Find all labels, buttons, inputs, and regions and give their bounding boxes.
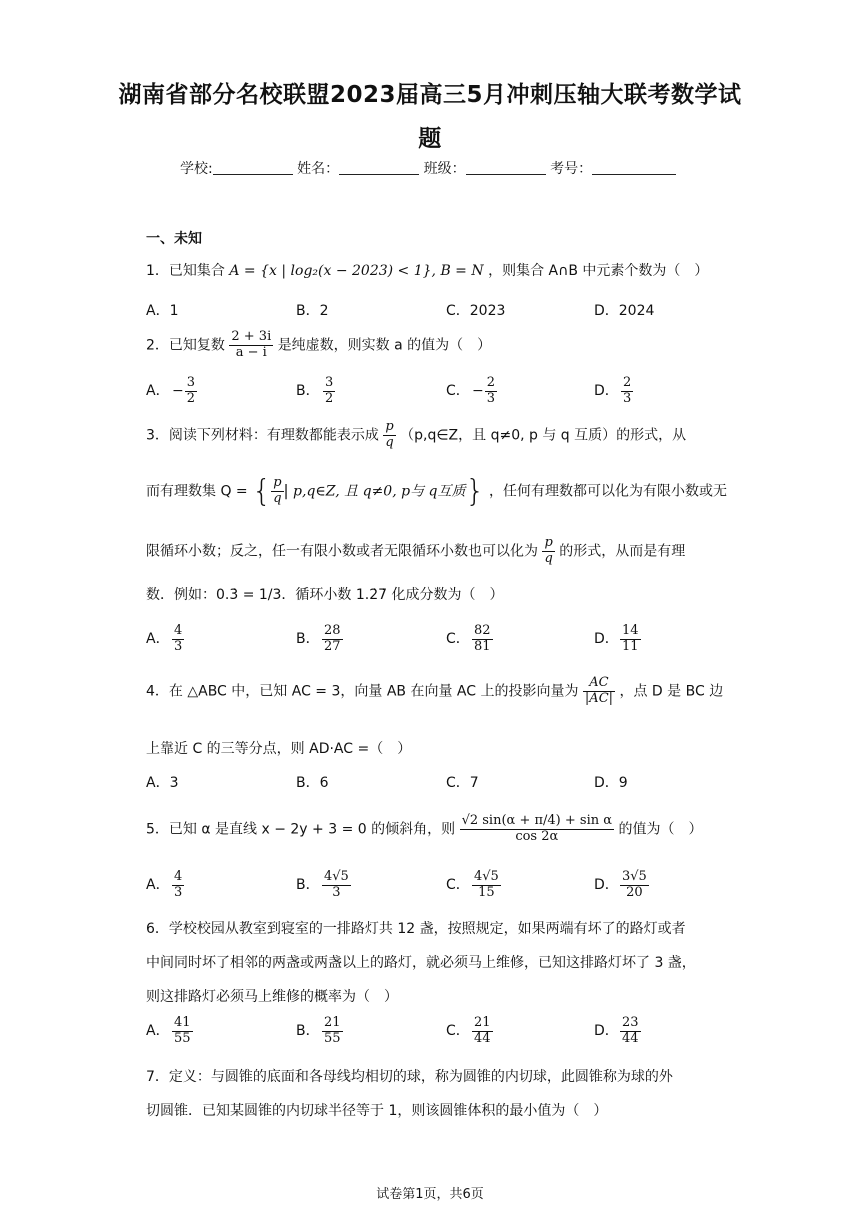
set-a-expression: A = {x | log₂(x − 2023) < 1}, B = N — [229, 263, 484, 279]
q6-option-d[interactable]: D． $\frac{23}{44}$ — [594, 1015, 639, 1046]
q2-option-d[interactable]: D． $\frac{2}{3}$ — [594, 375, 632, 406]
q5-option-d[interactable]: D． $\frac{3√5}{20}$ — [594, 869, 647, 900]
question-4-line-1: 4．在 △ABC 中，已知 AC = 3，向量 AB 在向量 AC 上的投影向量为 $\frac{AC}{|AC|}$ ，点 D 是 BC 边 — [146, 675, 724, 706]
section-heading: 一、未知 — [146, 231, 202, 247]
q5-option-a[interactable]: A． $\frac{4}{3}$ — [146, 869, 183, 900]
q2-option-c[interactable]: C． − $\frac{2}{3}$ — [446, 375, 496, 406]
q6-option-a[interactable]: A． $\frac{41}{55}$ — [146, 1015, 191, 1046]
question-3-line-1: 3．阅读下列材料：有理数都能表示成 $\frac{p}{q}$ （p,q∈Z，且 q≠0, p 与 q 互质）的形式，从 — [146, 419, 687, 450]
question-3-line-3: 限循环小数；反之，任一有限小数或者无限循环小数也可以化为 $\frac{p}{q}$ 的形式，从而是有理 — [146, 535, 686, 566]
q4-option-a[interactable]: A．3 — [146, 775, 179, 791]
class-blank — [466, 160, 546, 175]
question-3-line-2: 而有理数集 Q = { $\frac{p}{q}$ | p,q∈Z, 且 q≠0, p与 q互质} ，任何有理数都可以化为有限小数或无 — [146, 474, 728, 509]
q1-option-d[interactable]: D．2024 — [594, 303, 655, 319]
question-5: 5．已知 α 是直线 x − 2y + 3 = 0 的倾斜角，则 $\frac{\text{√2 sin(α + π/4) + sin α}}{\cos 2\alpha}$ 的值为（ ） — [146, 813, 703, 844]
exam-title-line1: 湖南省部分名校联盟2023届高三5月冲刺压轴大联考数学试 — [118, 82, 742, 108]
q1-option-c[interactable]: C．2023 — [446, 303, 506, 319]
exam-title-line2: 题 — [418, 126, 442, 152]
q3-option-c[interactable]: C． $\frac{82}{81}$ — [446, 623, 491, 654]
exam-no-label: 考号： — [550, 161, 593, 177]
school-label: 学校: — [180, 161, 213, 177]
q2-option-a[interactable]: A． − $\frac{3}{2}$ — [146, 375, 196, 406]
exam-no-blank — [592, 160, 676, 175]
complex-fraction: $\frac{2 + 3i}{a - i}$ — [231, 329, 272, 360]
q5-option-b[interactable]: B． $\frac{4√5}{3}$ — [296, 869, 349, 900]
q4-option-d[interactable]: D．9 — [594, 775, 628, 791]
question-6-line-1: 6．学校校园从教室到寝室的一排路灯共 12 盏，按照规定，如果两端有坏了的路灯或者 — [146, 921, 686, 937]
name-blank — [339, 160, 419, 175]
question-7-line-2: 切圆锥．已知某圆锥的内切球半径等于 1，则该圆锥体积的最小值为（ ） — [146, 1103, 608, 1119]
q3-option-a[interactable]: A． $\frac{4}{3}$ — [146, 623, 183, 654]
page-footer: 试卷第1页，共6页 — [376, 1187, 484, 1202]
q2-option-b[interactable]: B． $\frac{3}{2}$ — [296, 375, 334, 406]
question-7-line-1: 7．定义：与圆锥的底面和各母线均相切的球，称为圆锥的内切球，此圆锥称为球的外 — [146, 1069, 673, 1085]
question-2: 2．已知复数 $\frac{2 + 3i}{a - i}$ 是纯虚数，则实数 a 的值为（ ） — [146, 329, 492, 360]
school-blank — [213, 160, 293, 175]
question-3-line-4: 数．例如：0.3̇ = 1/3．循环小数 1.2̇7̇ 化成分数为（ ） — [146, 587, 504, 603]
question-6-line-2: 中间同时坏了相邻的两盏或两盏以上的路灯，就必须马上维修，已知这排路灯坏了 3 盏， — [146, 955, 696, 971]
question-6-line-3: 则这排路灯必须马上维修的概率为（ ） — [146, 989, 398, 1005]
question-4-line-2: 上靠近 C 的三等分点，则 AD·AC =（ ） — [146, 741, 412, 757]
student-info-line — [180, 158, 676, 178]
q3-option-b[interactable]: B． $\frac{28}{27}$ — [296, 623, 341, 654]
q6-option-b[interactable]: B． $\frac{21}{55}$ — [296, 1015, 341, 1046]
q4-option-b[interactable]: B．6 — [296, 775, 329, 791]
question-1: 1．已知集合 A = {x | log₂(x − 2023) < 1}, B = N ，则集合 A∩B 中元素个数为（ ） — [146, 263, 709, 279]
class-label: 班级： — [423, 161, 466, 177]
q3-option-d[interactable]: D． $\frac{14}{11}$ — [594, 623, 639, 654]
name-label: 姓名： — [297, 161, 340, 177]
q6-option-c[interactable]: C． $\frac{21}{44}$ — [446, 1015, 491, 1046]
q4-option-c[interactable]: C．7 — [446, 775, 479, 791]
q1-option-b[interactable]: B．2 — [296, 303, 329, 319]
q5-option-c[interactable]: C． $\frac{4√5}{15}$ — [446, 869, 499, 900]
q1-option-a[interactable]: A．1 — [146, 303, 179, 319]
